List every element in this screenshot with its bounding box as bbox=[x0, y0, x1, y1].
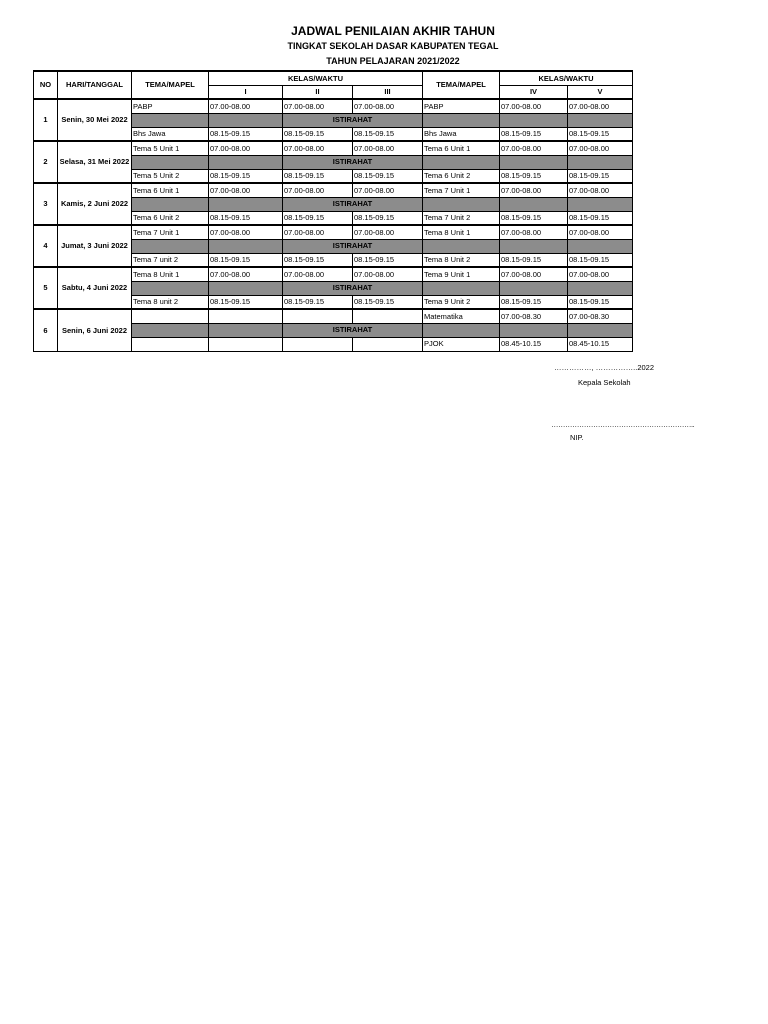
istirahat-label: ISTIRAHAT bbox=[283, 197, 423, 211]
break-cell bbox=[423, 113, 500, 127]
istirahat-label: ISTIRAHAT bbox=[283, 323, 423, 337]
header-kelas-5: V bbox=[568, 85, 633, 99]
time-cell: 08.45-10.15 bbox=[568, 337, 633, 351]
mapel-cell bbox=[132, 309, 209, 323]
day-date: Senin, 30 Mei 2022 bbox=[58, 99, 132, 141]
time-cell: 08.15-09.15 bbox=[568, 127, 633, 141]
mapel-cell: Tema 8 unit 2 bbox=[132, 295, 209, 309]
break-cell bbox=[209, 239, 283, 253]
signature-role: Kepala Sekolah bbox=[578, 378, 631, 387]
break-cell bbox=[423, 239, 500, 253]
time-cell: 08.15-09.15 bbox=[568, 295, 633, 309]
time-cell: 08.15-09.15 bbox=[568, 253, 633, 267]
header-row-1 bbox=[34, 71, 633, 85]
academic-year: TAHUN PELAJARAN 2021/2022 bbox=[326, 56, 460, 66]
day-number: 6 bbox=[34, 309, 58, 351]
mapel-cell: Bhs Jawa bbox=[132, 127, 209, 141]
istirahat-label: ISTIRAHAT bbox=[283, 113, 423, 127]
break-cell bbox=[423, 197, 500, 211]
break-cell bbox=[423, 281, 500, 295]
time-cell: 07.00-08.00 bbox=[500, 141, 568, 155]
time-cell: 07.00-08.00 bbox=[283, 225, 353, 239]
break-cell bbox=[132, 155, 209, 169]
time-cell: 07.00-08.00 bbox=[568, 183, 633, 197]
time-cell: 07.00-08.00 bbox=[283, 99, 353, 113]
mapel-cell: PJOK bbox=[423, 337, 500, 351]
header-kelas-2: II bbox=[283, 85, 353, 99]
break-cell bbox=[132, 281, 209, 295]
header-kelas-3: III bbox=[353, 85, 423, 99]
day-number: 2 bbox=[34, 141, 58, 183]
break-cell bbox=[209, 155, 283, 169]
break-cell bbox=[500, 323, 568, 337]
signature-name-line: …………………………………………………….. bbox=[551, 420, 695, 429]
day-date: Kamis, 2 Juni 2022 bbox=[58, 183, 132, 225]
page-title: JADWAL PENILAIAN AKHIR TAHUN bbox=[291, 24, 495, 38]
break-cell bbox=[568, 281, 633, 295]
time-cell: 07.00-08.00 bbox=[568, 99, 633, 113]
time-cell: 07.00-08.00 bbox=[500, 99, 568, 113]
time-cell: 07.00-08.00 bbox=[283, 141, 353, 155]
time-cell: 07.00-08.00 bbox=[283, 183, 353, 197]
time-cell: 07.00-08.00 bbox=[353, 141, 423, 155]
time-cell: 08.45-10.15 bbox=[500, 337, 568, 351]
mapel-cell: Bhs Jawa bbox=[423, 127, 500, 141]
mapel-cell: Tema 7 Unit 1 bbox=[423, 183, 500, 197]
time-cell: 08.15-09.15 bbox=[500, 295, 568, 309]
mapel-cell: Tema 6 Unit 1 bbox=[132, 183, 209, 197]
time-cell: 08.15-09.15 bbox=[500, 253, 568, 267]
time-cell bbox=[209, 337, 283, 351]
day-date: Senin, 6 Juni 2022 bbox=[58, 309, 132, 351]
time-cell: 07.00-08.30 bbox=[568, 309, 633, 323]
time-cell: 08.15-09.15 bbox=[283, 295, 353, 309]
break-cell bbox=[132, 197, 209, 211]
time-cell: 08.15-09.15 bbox=[283, 253, 353, 267]
time-cell: 08.15-09.15 bbox=[568, 211, 633, 225]
mapel-cell: Tema 9 Unit 1 bbox=[423, 267, 500, 281]
time-cell: 07.00-08.00 bbox=[209, 141, 283, 155]
break-cell bbox=[500, 281, 568, 295]
istirahat-label: ISTIRAHAT bbox=[283, 281, 423, 295]
time-cell bbox=[283, 337, 353, 351]
istirahat-label: ISTIRAHAT bbox=[283, 155, 423, 169]
header-kelas-waktu-2: KELAS/WAKTU bbox=[500, 71, 633, 85]
mapel-cell: Tema 7 Unit 1 bbox=[132, 225, 209, 239]
time-cell: 07.00-08.00 bbox=[353, 267, 423, 281]
break-cell bbox=[209, 323, 283, 337]
header-no: NO bbox=[34, 71, 58, 99]
table-row bbox=[34, 309, 633, 323]
time-cell: 07.00-08.00 bbox=[568, 141, 633, 155]
time-cell: 08.15-09.15 bbox=[209, 253, 283, 267]
break-cell bbox=[132, 323, 209, 337]
time-cell: 07.00-08.30 bbox=[500, 309, 568, 323]
header-kelas-4: IV bbox=[500, 85, 568, 99]
mapel-cell: Matematika bbox=[423, 309, 500, 323]
time-cell: 07.00-08.00 bbox=[283, 267, 353, 281]
break-cell bbox=[568, 113, 633, 127]
day-number: 5 bbox=[34, 267, 58, 309]
time-cell: 07.00-08.00 bbox=[568, 225, 633, 239]
time-cell: 08.15-09.15 bbox=[209, 211, 283, 225]
time-cell: 07.00-08.00 bbox=[209, 183, 283, 197]
break-cell bbox=[209, 113, 283, 127]
table-row bbox=[34, 141, 633, 155]
header-tema-mapel-1: TEMA/MAPEL bbox=[132, 71, 209, 99]
table-row bbox=[34, 267, 633, 281]
time-cell bbox=[353, 309, 423, 323]
mapel-cell: PABP bbox=[423, 99, 500, 113]
time-cell: 08.15-09.15 bbox=[500, 127, 568, 141]
day-number: 4 bbox=[34, 225, 58, 267]
day-number: 3 bbox=[34, 183, 58, 225]
mapel-cell: Tema 5 Unit 2 bbox=[132, 169, 209, 183]
time-cell: 07.00-08.00 bbox=[568, 267, 633, 281]
time-cell: 08.15-09.15 bbox=[500, 211, 568, 225]
signature-nip: NIP. bbox=[570, 433, 584, 442]
time-cell: 08.15-09.15 bbox=[353, 253, 423, 267]
header-kelas-1: I bbox=[209, 85, 283, 99]
mapel-cell: Tema 7 unit 2 bbox=[132, 253, 209, 267]
mapel-cell bbox=[132, 337, 209, 351]
time-cell: 08.15-09.15 bbox=[353, 127, 423, 141]
time-cell: 07.00-08.00 bbox=[353, 225, 423, 239]
day-date: Sabtu, 4 Juni 2022 bbox=[58, 267, 132, 309]
signature-date: ……………, ……………..2022 bbox=[554, 363, 655, 372]
time-cell: 08.15-09.15 bbox=[353, 211, 423, 225]
mapel-cell: Tema 7 Unit 2 bbox=[423, 211, 500, 225]
break-cell bbox=[500, 113, 568, 127]
time-cell: 08.15-09.15 bbox=[283, 211, 353, 225]
time-cell: 08.15-09.15 bbox=[353, 169, 423, 183]
break-cell bbox=[568, 155, 633, 169]
table-row bbox=[34, 99, 633, 113]
break-cell bbox=[568, 323, 633, 337]
break-cell bbox=[423, 323, 500, 337]
time-cell: 07.00-08.00 bbox=[500, 225, 568, 239]
mapel-cell: Tema 8 Unit 2 bbox=[423, 253, 500, 267]
break-cell bbox=[423, 155, 500, 169]
time-cell: 08.15-09.15 bbox=[283, 169, 353, 183]
time-cell: 08.15-09.15 bbox=[500, 169, 568, 183]
break-cell bbox=[500, 197, 568, 211]
break-cell bbox=[209, 281, 283, 295]
header-kelas-waktu-1: KELAS/WAKTU bbox=[209, 71, 423, 85]
mapel-cell: Tema 6 Unit 2 bbox=[423, 169, 500, 183]
istirahat-label: ISTIRAHAT bbox=[283, 239, 423, 253]
break-cell bbox=[209, 197, 283, 211]
table-row bbox=[34, 183, 633, 197]
break-cell bbox=[568, 239, 633, 253]
table-row bbox=[34, 225, 633, 239]
time-cell: 07.00-08.00 bbox=[353, 99, 423, 113]
time-cell: 08.15-09.15 bbox=[209, 295, 283, 309]
time-cell: 07.00-08.00 bbox=[209, 99, 283, 113]
time-cell bbox=[209, 309, 283, 323]
break-cell bbox=[500, 155, 568, 169]
day-date: Selasa, 31 Mei 2022 bbox=[58, 141, 132, 183]
day-number: 1 bbox=[34, 99, 58, 141]
time-cell: 08.15-09.15 bbox=[353, 295, 423, 309]
time-cell: 08.15-09.15 bbox=[209, 127, 283, 141]
break-cell bbox=[132, 239, 209, 253]
break-cell bbox=[568, 197, 633, 211]
mapel-cell: Tema 8 Unit 1 bbox=[423, 225, 500, 239]
mapel-cell: Tema 9 Unit 2 bbox=[423, 295, 500, 309]
page-subtitle: TINGKAT SEKOLAH DASAR KABUPATEN TEGAL bbox=[287, 41, 499, 51]
break-cell bbox=[500, 239, 568, 253]
mapel-cell: Tema 6 Unit 2 bbox=[132, 211, 209, 225]
time-cell: 07.00-08.00 bbox=[209, 267, 283, 281]
time-cell: 08.15-09.15 bbox=[283, 127, 353, 141]
header-tema-mapel-2: TEMA/MAPEL bbox=[423, 71, 500, 99]
time-cell: 07.00-08.00 bbox=[500, 267, 568, 281]
break-cell bbox=[132, 113, 209, 127]
time-cell: 08.15-09.15 bbox=[209, 169, 283, 183]
mapel-cell: PABP bbox=[132, 99, 209, 113]
time-cell: 07.00-08.00 bbox=[353, 183, 423, 197]
time-cell bbox=[353, 337, 423, 351]
time-cell: 08.15-09.15 bbox=[568, 169, 633, 183]
mapel-cell: Tema 6 Unit 1 bbox=[423, 141, 500, 155]
mapel-cell: Tema 5 Unit 1 bbox=[132, 141, 209, 155]
mapel-cell: Tema 8 Unit 1 bbox=[132, 267, 209, 281]
time-cell: 07.00-08.00 bbox=[500, 183, 568, 197]
time-cell bbox=[283, 309, 353, 323]
day-date: Jumat, 3 Juni 2022 bbox=[58, 225, 132, 267]
schedule-table bbox=[33, 70, 633, 352]
time-cell: 07.00-08.00 bbox=[209, 225, 283, 239]
header-hari-tanggal: HARI/TANGGAL bbox=[58, 71, 132, 99]
